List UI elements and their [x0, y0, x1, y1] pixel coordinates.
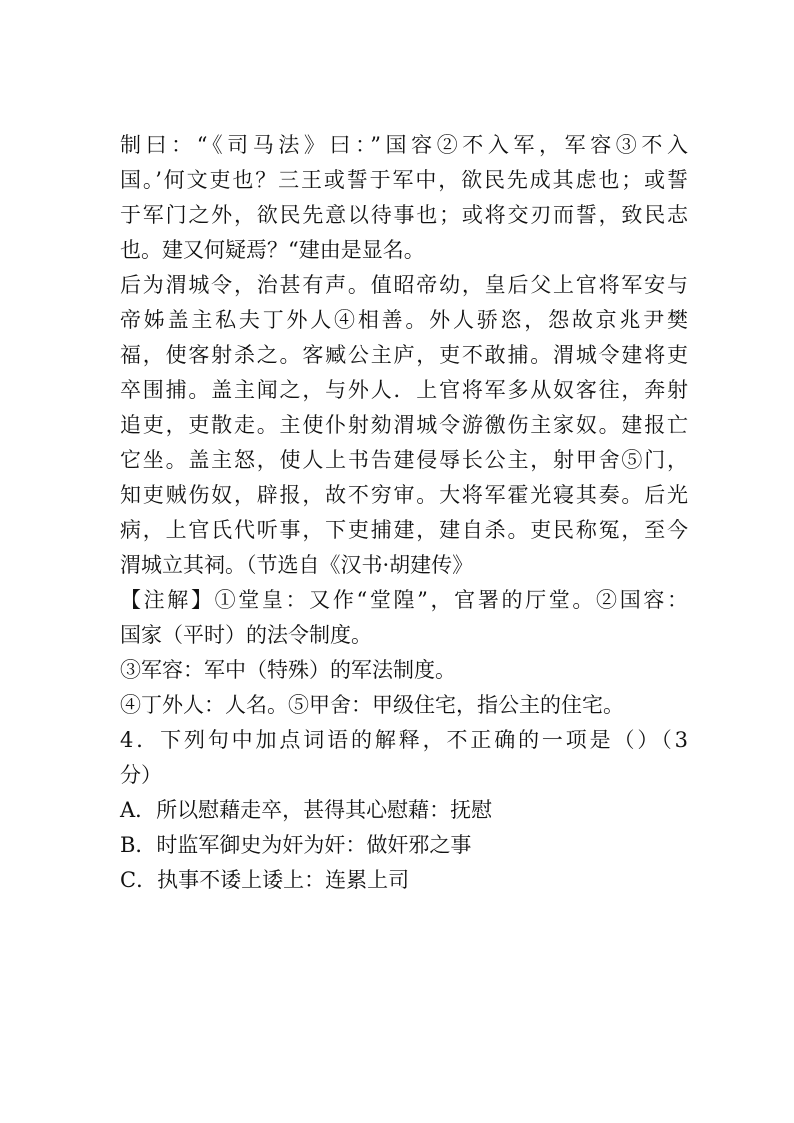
text-line: 卒围捕。盖主闻之，与外人．上官将军多从奴客往，奔射 — [120, 378, 688, 402]
note-line: ③军容：军中（特殊）的军法制度。 — [120, 658, 456, 682]
paragraph-weicheng-magistrate — [120, 268, 688, 583]
text-line: 制曰：“《司马法》曰：”国容②不入军，军容③不入 — [120, 133, 688, 157]
question-stem: 分） — [120, 763, 162, 787]
text-line: 后为渭城令，治甚有声。值昭帝幼，皇后父上官将军安与 — [120, 273, 688, 297]
text-line: 渭城立其祠。（节选自《汉书·胡建传》 — [120, 553, 474, 577]
text-line: 它坐。盖主怒，使人上书告建侵辱长公主，射甲舍⑤门， — [120, 448, 688, 472]
note-line: 【注解】①堂皇：又作“堂隍”，官署的厅堂。②国容： — [120, 588, 688, 612]
text-line: 病，上官氏代听事，下吏捕建，建自杀。吏民称冤，至今 — [120, 518, 688, 542]
note-line: ④丁外人：人名。⑤甲舍：甲级住宅，指公主的住宅。 — [120, 693, 624, 717]
annotation-notes — [120, 583, 688, 723]
question-stem: 4．下列句中加点词语的解释，不正确的一项是（）（3 — [120, 728, 688, 752]
option-a: A．所以慰藉走卒，甚得其心慰藉：抚慰 — [120, 798, 493, 822]
document-page — [120, 128, 688, 898]
note-line: 国家（平时）的法令制度。 — [120, 623, 372, 647]
text-line: 国。’何文吏也？三王或誓于军中，欲民先成其虑也；或誓 — [120, 168, 688, 192]
text-line: 也。建又何疑焉？“建由是显名。 — [120, 238, 425, 262]
text-line: 追吏，吏散走。主使仆射劾渭城令游徼伤主家奴。建报亡 — [120, 413, 688, 437]
text-line: 知吏贼伤奴，辟报，故不穷审。大将军霍光寝其奏。后光 — [120, 483, 688, 507]
text-line: 帝姊盖主私夫丁外人④相善。外人骄恣，怨故京兆尹樊 — [120, 308, 688, 332]
option-b: B．时监军御史为奸为奸：做奸邪之事 — [120, 833, 472, 857]
text-line: 于军门之外，欲民先意以待事也；或将交刃而誓，致民志 — [120, 203, 688, 227]
option-c: C．执事不诿上诿上：连累上司 — [120, 868, 410, 892]
text-line: 福，使客射杀之。客臧公主庐，吏不敢捕。渭城令建将吏 — [120, 343, 688, 367]
question-4 — [120, 723, 688, 898]
paragraph-imperial-edict — [120, 128, 688, 268]
